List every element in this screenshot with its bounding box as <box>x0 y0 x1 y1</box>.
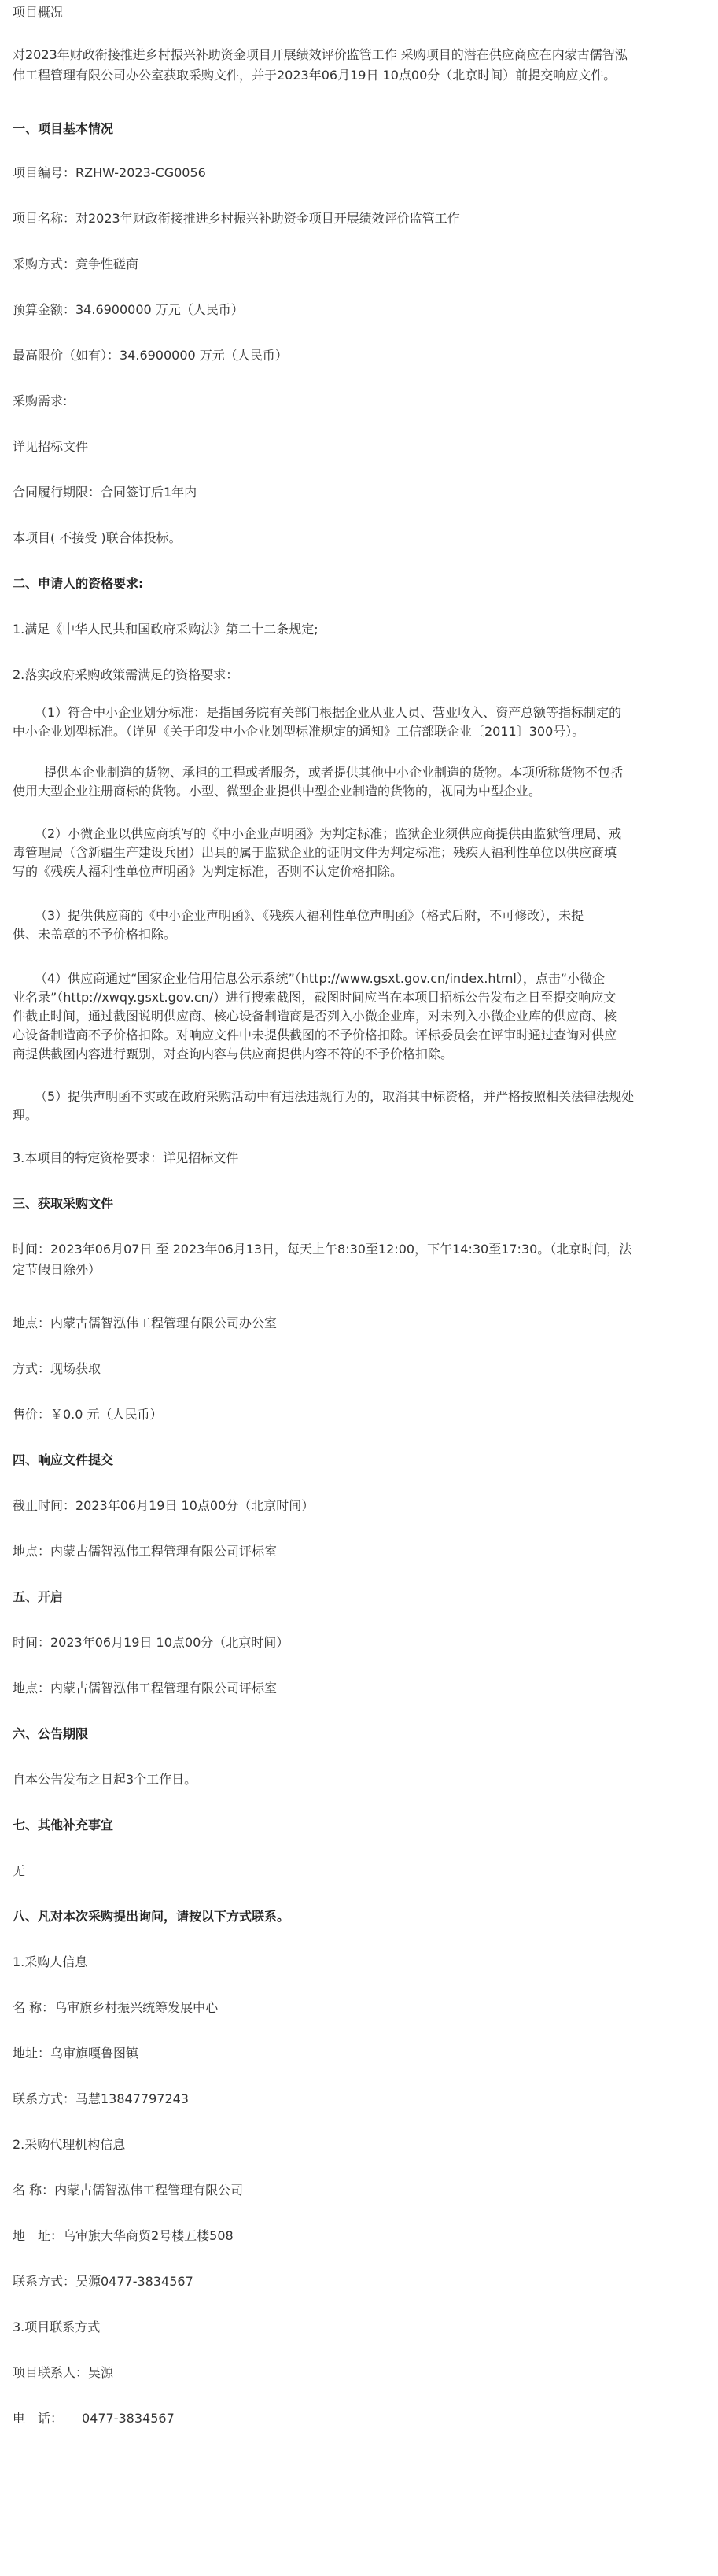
submission-location: 地点：内蒙古儒智泓伟工程管理有限公司评标室 <box>13 1544 278 1559</box>
policy-para4-line1: （3）提供供应商的《中小企业声明函》、《残疾人福利性单位声明函》（格式后附，不可修改），未提 <box>35 908 584 923</box>
acquisition-time-line1: 时间：2023年06月07日 至 2023年06月13日，每天上午8:30至12:00，下午14:30至17:30。（北京时间，法 <box>13 1242 632 1257</box>
document-price: 售价：￥0.0 元（人民币） <box>13 1407 163 1422</box>
policy-para2-line1: 提供本企业制造的货物、承担的工程或者服务，或者提供其他中小企业制造的货物。本项所称货物不包括 <box>44 765 624 780</box>
buyer-contact: 联系方式：马慧13847797243 <box>13 2091 189 2106</box>
section7-title: 七、其他补充事宜 <box>13 1818 114 1832</box>
agency-info-heading: 2.采购代理机构信息 <box>13 2137 126 2152</box>
section8-title: 八、凡对本次采购提出询问，请按以下方式联系。 <box>13 1909 290 1924</box>
consortium-note: 本项目( 不接受 )联合体投标。 <box>13 530 182 545</box>
overview-heading: 项目概况 <box>13 5 64 20</box>
project-number: 项目编号：RZHW-2023-CG0056 <box>13 165 206 180</box>
max-price: 最高限价（如有）：34.6900000 万元（人民币） <box>13 348 288 363</box>
policy-para3-line1: （2）小微企业以供应商填写的《中小企业声明函》为判定标准；监狱企业须供应商提供由监狱管理局、戒 <box>35 826 622 841</box>
policy-para5-line5: 商提供截图内容进行甄别，对查询内容与供应商提供内容不符的不予价格扣除。 <box>13 1046 454 1061</box>
section5-title: 五、开启 <box>13 1589 64 1604</box>
policy-para1-line2: 中小企业划型标准。（详见《关于印发中小企业划型标准规定的通知》工信部联企业〔2011〕300号）。 <box>13 724 585 739</box>
section4-title: 四、响应文件提交 <box>13 1452 114 1467</box>
opening-location: 地点：内蒙古儒智泓伟工程管理有限公司评标室 <box>13 1681 278 1696</box>
policy-para5-line2: 业名录”（http://xwqy.gsxt.gov.cn/）进行搜索截图，截图时间应当在本项目招标公告发布之日至提交响应文 <box>13 990 617 1005</box>
policy-para5-line3: 件截止时间，通过截图说明供应商、核心设备制造商是否列入小微企业库，对未列入小微企业库的供应商、核 <box>13 1009 617 1024</box>
policy-para5-line4: 心设备制造商不予价格扣除。对响应文件中未提供截图的不予价格扣除。评标委员会在评审时通过查询对供应 <box>13 1028 617 1043</box>
policy-para1-line1: （1）符合中小企业划分标准：是指国务院有关部门根据企业从业人员、营业收入、资产总额等指标制定的 <box>35 705 622 720</box>
policy-para6-line1: （5）提供声明函不实或在政府采购活动中有违法违规行为的，取消其中标资格，并严格按照相关法律法规处 <box>35 1089 635 1104</box>
buyer-name: 名 称：乌审旗乡村振兴统筹发展中心 <box>13 2000 219 2015</box>
policy-para5-line1: （4）供应商通过“国家企业信用信息公示系统”（http://www.gsxt.gov.cn/index.html），点击“小微企 <box>35 971 606 986</box>
policy-para4-line2: 供、未盖章的不予价格扣除。 <box>13 927 177 942</box>
policy-para6-line2: 理。 <box>13 1108 39 1123</box>
acquisition-method: 方式：现场获取 <box>13 1361 101 1376</box>
overview-text-line1: 对2023年财政衔接推进乡村振兴补助资金项目开展绩效评价监管工作 采购项目的潜在供应商应在内蒙古儒智泓 <box>13 47 628 62</box>
acquisition-location: 地点：内蒙古儒智泓伟工程管理有限公司办公室 <box>13 1316 278 1330</box>
project-contact-person: 项目联系人：吴源 <box>13 2365 114 2380</box>
qualification-item1: 1.满足《中华人民共和国政府采购法》第二十二条规定; <box>13 622 318 637</box>
contract-period: 合同履行期限：合同签订后1年内 <box>13 485 197 500</box>
agency-contact: 联系方式：吴源0477-3834567 <box>13 2274 193 2289</box>
project-name: 项目名称：对2023年财政衔接推进乡村振兴补助资金项目开展绩效评价监管工作 <box>13 211 460 226</box>
submission-deadline: 截止时间：2023年06月19日 10点00分（北京时间） <box>13 1498 315 1513</box>
section2-title: 二、申请人的资格要求: <box>13 576 144 591</box>
agency-address: 地 址：乌审旗大华商贸2号楼五楼508 <box>13 2228 234 2243</box>
procurement-demand-label: 采购需求: <box>13 393 68 408</box>
project-contact-heading: 3.项目联系方式 <box>13 2320 101 2334</box>
qualification-item3: 3.本项目的特定资格要求：详见招标文件 <box>13 1150 239 1165</box>
procurement-method: 采购方式：竞争性磋商 <box>13 256 139 271</box>
section3-title: 三、获取采购文件 <box>13 1196 114 1211</box>
overview-text-line2: 伟工程管理有限公司办公室获取采购文件，并于2023年06月19日 10点00分（北京时间）前提交响应文件。 <box>13 68 617 83</box>
notice-period: 自本公告发布之日起3个工作日。 <box>13 1772 197 1787</box>
acquisition-time-line2: 定节假日除外） <box>13 1262 101 1277</box>
procurement-demand: 详见招标文件 <box>13 439 89 454</box>
opening-time: 时间：2023年06月19日 10点00分（北京时间） <box>13 1635 289 1650</box>
policy-para3-line3: 写的《残疾人福利性单位声明函》为判定标准，否则不认定价格扣除。 <box>13 864 403 879</box>
qualification-item2: 2.落实政府采购政策需满足的资格要求： <box>13 667 239 682</box>
buyer-address: 地址：乌审旗嘎鲁图镇 <box>13 2046 139 2061</box>
policy-para3-line2: 毒管理局（含新疆生产建设兵团）出具的属于监狱企业的证明文件为判定标准；残疾人福利性单位以供应商填 <box>13 845 617 860</box>
project-contact-phone: 电 话： 0477-3834567 <box>13 2411 175 2426</box>
section1-title: 一、项目基本情况 <box>13 121 114 136</box>
other-matters: 无 <box>13 1863 26 1878</box>
buyer-info-heading: 1.采购人信息 <box>13 1954 88 1969</box>
policy-para2-line2: 使用大型企业注册商标的货物。小型、微型企业提供中型企业制造的货物的，视同为中型企业。 <box>13 784 542 799</box>
section6-title: 六、公告期限 <box>13 1726 89 1741</box>
budget-amount: 预算金额：34.6900000 万元（人民币） <box>13 302 244 317</box>
agency-name: 名 称：内蒙古儒智泓伟工程管理有限公司 <box>13 2183 244 2198</box>
